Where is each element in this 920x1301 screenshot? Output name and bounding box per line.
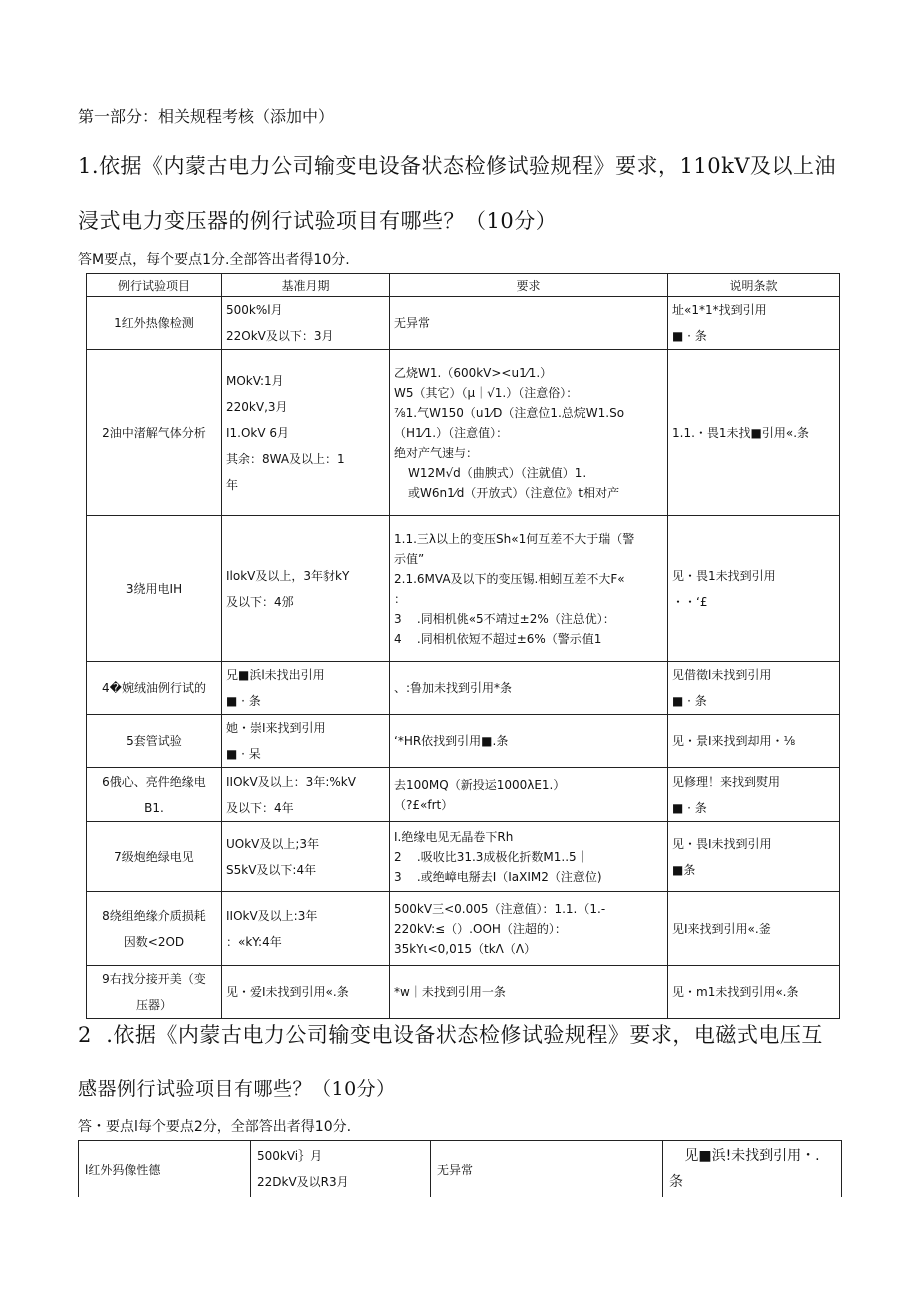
cell-line: 22OkV及以下：3月 — [226, 329, 334, 343]
cell-requirement — [390, 516, 668, 662]
cell-line: 示值” — [394, 551, 425, 566]
cell-reference — [668, 966, 840, 1019]
cell-line: 2油中渚解气体分析 — [102, 425, 206, 440]
table-row — [87, 715, 840, 768]
cell-line: 2 .吸收比31.3成极化折数M1..5｜ — [394, 849, 589, 864]
cell-line: S5kV及以下:4年 — [226, 862, 317, 877]
cell-item — [87, 350, 222, 516]
cell-line: UOkV及以上;3年 — [226, 836, 320, 851]
question-1-line-1: 1.依据《内蒙古电力公司输变电设备状态检修试验规程》要求，110kV及以上油 — [78, 154, 837, 178]
cell-item — [87, 966, 222, 1019]
table-row — [79, 1141, 842, 1198]
cell-line: 及以下：4年 — [226, 800, 294, 815]
table-row — [87, 297, 840, 350]
cell-reference — [668, 516, 840, 662]
cell-line: 见修理！来找到熨用 — [672, 774, 781, 789]
cell-line: 9右找分接开美（变 — [102, 972, 206, 986]
cell-line: 乙烧W1.（600kV><u1⁄1.） — [394, 365, 553, 380]
section-title: 第一部分：相关规程考核（添加中） — [78, 107, 335, 126]
header-requirement: 要求 — [390, 274, 668, 297]
cell-item — [87, 662, 222, 715]
table-row — [87, 350, 840, 516]
header-reference: 说明条款 — [668, 274, 840, 297]
answer-note-1: 答M要点，每个要点1分.全部答出者得10分. — [78, 252, 350, 268]
cell-line: （H1⁄1.）（注意值）： — [394, 425, 509, 440]
cell-line: 见・景I来找到却用・⅛ — [672, 734, 796, 748]
cell-item — [87, 715, 222, 768]
table-body — [87, 297, 840, 1019]
cell-requirement — [390, 892, 668, 966]
cell-line: IIOkV及以上:3年 — [226, 908, 318, 923]
cell-period — [222, 966, 390, 1019]
cell-line: 1红外热像检测 — [114, 316, 194, 330]
cell-line: ：«kY:4年 — [226, 934, 282, 949]
cell-period — [222, 822, 390, 892]
cell-line: 8绕组绝缘介质损耗 — [102, 908, 206, 923]
cell-period — [251, 1141, 431, 1198]
cell-period — [222, 892, 390, 966]
cell-line: 压器） — [135, 998, 172, 1012]
cell-line: MOkV:1月 — [226, 373, 284, 388]
cell-period — [222, 715, 390, 768]
cell-line: 22DkV及以R3月 — [257, 1175, 349, 1189]
cell-item — [87, 768, 222, 822]
answer-note-2: 答・要点l每个要点2分，全部答出者得10分. — [78, 1119, 352, 1135]
cell-reference — [663, 1141, 842, 1198]
cell-line: 见・畏1未找到引用 — [672, 568, 776, 583]
cell-line: 见・畏I未找到引用 — [672, 836, 772, 851]
cell-line: W5（其它）（μ｜√1.）（注意俗）： — [394, 385, 579, 400]
cell-period — [222, 297, 390, 350]
cell-line: B1. — [144, 800, 164, 815]
cell-requirement — [390, 662, 668, 715]
table-header-row — [87, 274, 840, 297]
cell-line: 见・爱I未找到引用«.条 — [226, 985, 349, 999]
cell-line: IlokV及以上，3年豺kY — [226, 568, 350, 583]
cell-line: 1.1.・畏1未找■引用«.条 — [672, 425, 810, 440]
cell-line: 见I来找到引用«.釜 — [672, 921, 771, 936]
cell-line: ・・‘£ — [672, 594, 708, 609]
cell-line: ： — [394, 591, 407, 606]
cell-line: 4 .同相机依短不超过±6%（警示值1 — [394, 631, 602, 646]
cell-line: 她・崇I来找到引用 — [226, 721, 326, 735]
cell-line: 1.1.三λ以上的变压Sh«1何互差不大于瑞（警 — [394, 531, 635, 546]
cell-reference — [668, 350, 840, 516]
cell-line: 去100MQ（新投运1000λE1.） — [394, 777, 566, 792]
table-row — [87, 516, 840, 662]
cell-requirement — [390, 715, 668, 768]
cell-line: 3 .或绝嶂电掰去I（IaXIM2（注意位) — [394, 869, 602, 884]
cell-line: 年 — [226, 477, 239, 492]
cell-line: （?£«frt） — [394, 797, 454, 812]
cell-line: 500kVi｝月 — [257, 1149, 323, 1163]
question-2-line-1: 2 .依据《内蒙古电力公司输变电设备状态检修试验规程》要求，电磁式电压互 — [78, 1023, 823, 1047]
cell-line: 及以下：4邠 — [226, 594, 294, 609]
cell-line: 无异常 — [394, 316, 431, 330]
cell-line: 6俄心、亮件绝缘电 — [102, 774, 206, 789]
cell-line: 3绕用电IH — [125, 581, 183, 596]
cell-reference — [668, 662, 840, 715]
cell-line: ■ · 条 — [226, 694, 261, 708]
cell-line: W12M√d（曲腴式）（注就值）1. — [408, 465, 587, 480]
cell-reference — [668, 297, 840, 350]
cell-line: ■ · 条 — [672, 694, 707, 708]
test-items-table — [86, 273, 840, 1019]
cell-line: 、:鲁加未找到引用*条 — [394, 681, 513, 695]
cell-line: ■条 — [672, 862, 696, 877]
cell-line: ⅞1.气W150（u1⁄D（注意位1.总烷W1.So — [394, 405, 625, 420]
cell-line: 5套管试验 — [126, 734, 182, 748]
header-item: 例行试验项目 — [87, 274, 222, 297]
cell-line: 3 .同相机佻«5不靖过±2%（注总优）： — [394, 611, 615, 626]
header-period: 基准月期 — [222, 274, 390, 297]
question-1-line-2: 浸式电力变压器的例行试验项目有哪些？（10分） — [78, 209, 558, 233]
voltage-transformer-table — [78, 1140, 842, 1197]
cell-item — [87, 822, 222, 892]
cell-line: 因数<2OD — [123, 934, 185, 949]
cell-item: l红外犸像性德 — [79, 1141, 251, 1198]
cell-period — [222, 516, 390, 662]
table-row — [87, 822, 840, 892]
cell-requirement: 无异常 — [431, 1141, 663, 1198]
cell-line: 2.1.6MVA及以下的变压锡.相蚓互差不大F« — [394, 571, 625, 586]
cell-item — [87, 892, 222, 966]
cell-item — [87, 516, 222, 662]
cell-reference — [668, 822, 840, 892]
table-row — [87, 768, 840, 822]
cell-line: 220kV,3月 — [226, 399, 288, 414]
cell-line: 见・m1未找到引用«.条 — [672, 985, 799, 999]
cell-period — [222, 662, 390, 715]
cell-line: ■ · 条 — [672, 329, 707, 343]
cell-line: 绝对产气速与： — [394, 445, 479, 460]
cell-line: 见借徵l未找到引用 — [672, 668, 772, 682]
cell-line: 条 — [669, 1174, 683, 1190]
cell-line: 500k%l月 — [226, 303, 283, 317]
cell-line: 4�婉绒油例行试的 — [102, 681, 206, 695]
cell-line: ‘*HR依找到引用■.条 — [394, 734, 509, 748]
cell-line: I1.OkV 6月 — [226, 425, 290, 440]
cell-requirement — [390, 822, 668, 892]
cell-line: 址«1*1*找到引用 — [672, 303, 767, 317]
cell-line: 兄■浜l未找出引用 — [226, 668, 325, 682]
cell-line: *w｜未找到引用一条 — [394, 985, 506, 999]
cell-item — [87, 297, 222, 350]
table-row — [87, 966, 840, 1019]
cell-period — [222, 768, 390, 822]
cell-requirement — [390, 350, 668, 516]
cell-reference — [668, 892, 840, 966]
cell-line: 500kV三<0.005（注意值）：1.1.（1.- — [394, 901, 606, 916]
table-row — [87, 892, 840, 966]
cell-line: ■ · 呆 — [226, 747, 261, 761]
question-2-line-2: 感器例行试验项目有哪些？（10分） — [78, 1078, 396, 1100]
table-row — [87, 662, 840, 715]
cell-line: 35kYι<0,015（tkΛ（Λ） — [394, 941, 537, 956]
cell-line: 220kV:≤（）.OOH（注超的）： — [394, 921, 567, 936]
cell-line: 见■浜!未找到引用・. — [684, 1148, 820, 1164]
cell-requirement — [390, 768, 668, 822]
cell-reference — [668, 768, 840, 822]
cell-line: I.绝缘电见无晶卷下Rh — [394, 829, 514, 844]
cell-line: 或W6n1⁄d（开放式）（注意位》t相对产 — [408, 485, 620, 500]
cell-line: 7级炮绝绿电见 — [114, 849, 194, 864]
cell-period — [222, 350, 390, 516]
cell-line: ■ · 条 — [672, 800, 707, 815]
cell-reference — [668, 715, 840, 768]
cell-requirement — [390, 966, 668, 1019]
cell-requirement — [390, 297, 668, 350]
cell-line: IIOkV及以上：3年:%kV — [226, 774, 356, 789]
cell-line: 其余：8WA及以上：1 — [226, 451, 345, 466]
